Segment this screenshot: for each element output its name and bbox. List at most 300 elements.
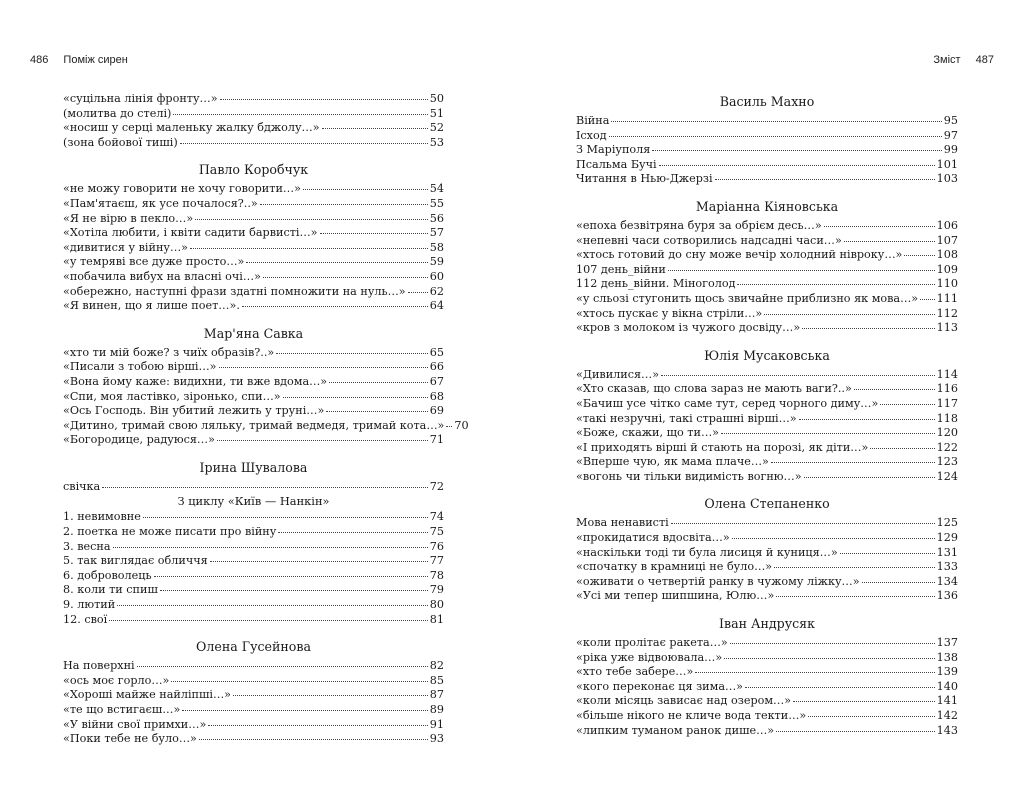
entry-title: «Хто сказав, що слова зараз не мають ваги?..» [576,382,852,396]
toc-entry [576,307,958,322]
entry-title: «кров з молоком із чужого досвіду…» [576,321,801,335]
entry-title: «Спи, моя ластівко, зіронько, спи…» [63,389,281,403]
entry-page-number: 75 [429,525,444,539]
toc-entry [576,651,958,666]
entry-page-number: 133 [936,560,958,574]
toc-entry [63,525,444,540]
author-heading: Мар'яна Савка [203,325,304,341]
toc-section [63,92,444,150]
toc-entry [576,292,958,307]
entry-page-number: 111 [936,291,958,305]
entry-title: «Усі ми тепер шипшина, Юлю…» [576,589,775,603]
dot-leader [173,113,427,115]
entry-page-number: 118 [936,411,958,425]
toc-section [63,325,469,448]
toc-entry [576,248,958,263]
entry-title: (молитва до стелі) [63,106,172,120]
dot-leader [661,374,935,376]
entry-page-number: 139 [936,665,958,679]
entry-title: «Я не вірю в пекло…» [63,211,194,225]
dot-leader [326,410,427,412]
entry-title: Ісход [576,128,607,142]
entry-title: На поверхні [63,659,135,673]
entry-page-number: 109 [936,262,958,276]
dot-leader [732,537,935,539]
entry-page-number: 72 [429,479,444,493]
toc-entry [63,182,444,197]
toc-entry [63,107,444,122]
dot-leader [117,604,428,606]
dot-leader [764,313,934,315]
toc-entry [576,546,958,561]
toc-entry [63,510,444,525]
dot-leader [154,575,428,577]
dot-leader [854,388,935,390]
entry-title: свічка [63,479,101,493]
dot-leader [659,164,935,166]
toc-entry [63,92,444,107]
toc-entry [63,583,444,598]
entry-title: «коли пролітає ракета…» [576,636,728,650]
toc-entry [63,404,444,419]
entry-title: «суцільна лінія фронту…» [63,92,218,105]
entry-page-number: 114 [936,367,958,381]
dot-leader [137,665,428,667]
left-running-title: Поміж сирен [63,54,128,66]
dot-leader [109,619,428,621]
entry-title: «наскільки тоді ти була лисиця й куниця…» [576,545,838,559]
entry-title: З Маріуполя [576,143,651,157]
dot-leader [721,432,935,434]
dot-leader [804,476,935,478]
toc-entry [63,418,469,434]
entry-title: «Хороші майже найліпші…» [63,688,232,702]
entry-page-number: 117 [936,396,958,410]
toc-entry [63,569,444,584]
entry-page-number: 51 [429,106,444,120]
toc-entry [576,560,958,575]
right-page-number: 487 [975,54,994,66]
entry-page-number: 101 [936,157,958,171]
entry-title: 5. так виглядає обличчя [63,554,208,568]
entry-title: 112 день_війни. Міноголод [576,277,736,291]
dot-leader [171,680,427,682]
entry-title: «у темряві все дуже просто…» [63,255,245,269]
toc-entry [63,285,444,300]
entry-page-number: 99 [943,143,958,157]
entry-title: 2. поетка не може писати про війну [63,525,277,539]
left-running-head [30,54,128,66]
entry-title: «хтось готовий до сну може вечір холодний нівроку…» [576,248,903,262]
dot-leader [793,700,935,702]
dot-leader [745,686,935,688]
dot-leader [671,522,935,524]
entry-page-number: 129 [936,531,958,545]
entry-page-number: 93 [429,732,444,746]
entry-page-number: 97 [943,128,958,142]
entry-title: «ріка уже відвоювала…» [576,650,723,664]
entry-page-number: 67 [429,374,444,388]
entry-page-number: 66 [429,360,444,374]
cycle-subheading: З циклу «Київ — Нанкін» [177,494,330,509]
entry-page-number: 116 [936,382,958,396]
entry-page-number: 143 [936,723,958,737]
toc-entry [576,694,958,709]
entry-page-number: 54 [429,182,444,196]
left-page-number: 486 [30,54,49,66]
toc-entry [63,226,444,241]
toc-entry [576,470,958,485]
toc-entry [63,718,444,733]
entry-page-number: 136 [936,589,958,603]
entry-title: «прокидатися вдосвіта…» [576,531,730,545]
entry-page-number: 110 [936,277,958,291]
entry-page-number: 71 [429,433,444,447]
dot-leader [715,178,935,180]
toc-entry [63,375,444,390]
entry-title: 8. коли ти спиш [63,583,158,597]
toc-entry [63,598,444,613]
toc-entry [576,665,958,680]
entry-page-number: 53 [429,135,444,149]
entry-title: «кого переконає ця зима…» [576,679,744,693]
entry-page-number: 74 [429,510,444,524]
dot-leader [446,425,452,427]
toc-entry [576,412,958,427]
entry-page-number: 56 [429,211,444,225]
entry-page-number: 55 [429,196,444,210]
dot-leader [182,709,427,711]
entry-page-number: 87 [429,688,444,702]
entry-page-number: 131 [936,545,958,559]
entry-title: «Вперше чую, як мама плаче…» [576,455,769,469]
entry-title: «оживати о четвертій ранку в чужому ліжку…» [576,574,860,588]
entry-title: Читання в Нью-Джерзі [576,172,713,186]
entry-title: «у сльозі стугонить щось звичайне приблизно як мова…» [576,291,919,305]
entry-page-number: 60 [429,269,444,283]
entry-page-number: 91 [429,717,444,731]
dot-leader [730,642,935,644]
entry-title: «липким туманом ранок дише…» [576,723,775,737]
entry-title: «Ось Господь. Він убитий лежить у труні…» [63,404,325,418]
dot-leader [880,403,934,405]
toc-entry [576,263,958,278]
dot-leader [844,240,935,242]
entry-title: «Хотіла любити, і квіти садити барвисті…» [63,226,318,240]
dot-leader [799,418,935,420]
entry-page-number: 123 [936,455,958,469]
entry-page-number: 64 [429,299,444,313]
dot-leader [802,327,934,329]
toc-entry [63,674,444,689]
entry-title: «спочатку в крамниці не було…» [576,560,773,574]
dot-leader [102,486,428,488]
toc-entry [63,346,444,361]
entry-title: «Поки тебе не було…» [63,732,197,746]
dot-leader [408,291,428,293]
entry-title: «І приходять вірші й стають на порозі, як діти…» [576,440,869,454]
entry-title: «хто тебе забере…» [576,665,694,679]
entry-page-number: 76 [429,539,444,553]
dot-leader [246,261,427,263]
toc-entry [63,703,444,718]
toc-entry [63,136,444,151]
entry-title: «Дивилися…» [576,367,660,381]
dot-leader [219,366,428,368]
entry-page-number: 142 [936,709,958,722]
entry-page-number: 82 [429,659,444,673]
toc-entry [63,255,444,270]
entry-title: 3. весна [63,539,111,553]
toc-entry [63,299,444,314]
dot-leader [870,447,934,449]
entry-page-number: 106 [936,218,958,232]
dot-leader [113,546,428,548]
entry-page-number: 113 [936,321,958,335]
entry-page-number: 138 [936,650,958,664]
entry-title: «те що встигаєш…» [63,703,181,716]
left-page-contents [63,92,469,759]
dot-leader [210,560,428,562]
entry-page-number: 68 [429,389,444,403]
toc-entry [63,688,444,703]
entry-title: «Бачиш усе чітко саме тут, серед чорного диму…» [576,396,879,410]
dot-leader [143,516,428,518]
entry-page-number: 77 [429,554,444,568]
entry-page-number: 95 [943,114,958,127]
entry-page-number: 59 [429,255,444,269]
entry-page-number: 140 [936,679,958,693]
author-heading: Ірина Шувалова [199,459,308,475]
dot-leader [771,461,935,463]
toc-entry [576,426,958,441]
toc-entry [576,158,958,173]
dot-leader [776,595,934,597]
entry-page-number: 58 [429,240,444,254]
entry-page-number: 79 [429,583,444,597]
entry-page-number: 80 [429,598,444,612]
dot-leader [668,269,935,271]
toc-entry [576,234,958,249]
toc-section [576,616,958,738]
entry-title: Мова ненависті [576,516,669,530]
toc-section [576,496,958,604]
entry-title: «непевні часи сотворились надсадні часи…» [576,233,842,247]
entry-title: «Дитино, тримай свою ляльку, тримай ведмедя, тримай кота…» [63,418,445,432]
toc-entry [576,724,958,739]
toc-entry [576,709,958,724]
dot-leader [260,203,428,205]
entry-title: 6. доброволець [63,568,152,582]
right-running-head [933,54,994,66]
toc-entry [63,659,444,674]
toc-section [63,460,444,627]
entry-page-number: 78 [429,568,444,582]
author-heading: Олена Гусейнова [196,639,311,655]
entry-title: «коли місяць зависає над озером…» [576,694,792,708]
toc-entry [63,554,444,569]
entry-page-number: 52 [429,121,444,135]
entry-title: 12. свої [63,612,108,626]
author-heading: Іван Андрусяк [719,616,815,632]
entry-title: «Вона йому каже: видихни, ти вже вдома…» [63,374,328,388]
entry-page-number: 103 [936,172,958,186]
toc-entry [576,531,958,546]
dot-leader [724,657,934,659]
dot-leader [195,218,428,220]
toc-entry [576,382,958,397]
toc-entry [63,121,444,136]
toc-entry [576,575,958,590]
toc-entry [63,732,444,747]
toc-entry [576,455,958,470]
entry-title: «епоха безвітряна буря за обрієм десь…» [576,218,822,232]
dot-leader [329,381,428,383]
entry-title: Війна [576,114,610,127]
dot-leader [233,694,428,696]
toc-entry [576,321,958,336]
toc-entry [576,516,958,531]
toc-entry [63,433,444,448]
entry-title: «більше нікого не кличе вода текти…» [576,709,807,722]
author-heading: Павло Коробчук [198,162,309,178]
dot-leader [242,305,428,307]
toc-entry [576,172,958,187]
dot-leader [263,276,428,278]
dot-leader [220,98,428,100]
entry-title: «носиш у серці маленьку жалку бджолу…» [63,121,320,135]
dot-leader [609,135,942,137]
toc-entry [63,197,444,212]
toc-entry [576,143,958,158]
toc-entry [576,219,958,234]
dot-leader [904,254,934,256]
entry-title: Псальма Бучі [576,157,657,171]
dot-leader [862,581,935,583]
toc-entry [576,129,958,144]
entry-page-number: 141 [936,694,958,708]
entry-title: «побачила вибух на власні очі…» [63,269,261,283]
entry-title: «вогонь чи тільки видимість вогню…» [576,469,802,483]
right-page-contents [576,92,958,750]
dot-leader [824,225,935,227]
entry-page-number: 50 [429,92,444,105]
dot-leader [840,552,935,554]
author-heading: Маріанна Кіяновська [695,198,839,214]
dot-leader [695,671,934,673]
entry-page-number: 85 [429,673,444,687]
dot-leader [276,352,427,354]
toc-entry [63,212,444,227]
toc-section [63,162,444,313]
entry-title: «не можу говорити не хочу говорити…» [63,182,301,196]
toc-section [576,94,958,187]
dot-leader [774,566,935,568]
entry-title: «Я винен, що я лише поет…». [63,299,240,313]
toc-section [576,348,958,485]
entry-page-number: 120 [936,426,958,440]
author-heading: Василь Махно [719,94,815,109]
entry-title: «ось моє горло…» [63,673,170,687]
entry-title: «хтось пускає у вікна стріли…» [576,306,763,320]
toc-section [576,199,958,336]
dot-leader [776,730,935,732]
dot-leader [322,127,428,129]
toc-entry [576,114,958,129]
toc-section [63,639,444,747]
dot-leader [283,396,428,398]
toc-entry [63,241,444,256]
toc-entry [576,368,958,383]
entry-title: «У війни свої примхи…» [63,717,207,731]
entry-title: 9. лютий [63,598,116,612]
toc-entry [576,636,958,651]
entry-page-number: 65 [429,345,444,359]
toc-entry [63,270,444,285]
entry-page-number: 124 [936,469,958,483]
toc-entry [63,613,444,628]
toc-entry [576,397,958,412]
dot-leader [208,724,427,726]
dot-leader [920,298,935,300]
dot-leader [190,247,428,249]
toc-entry [63,360,444,375]
toc-entry [576,277,958,292]
entry-title: 107 день_війни [576,262,666,276]
entry-page-number: 107 [936,233,958,247]
entry-title: (зона бойової тиші) [63,135,178,149]
entry-page-number: 81 [429,612,444,626]
dot-leader [160,589,428,591]
entry-title: «хто ти мій боже? з чиїх образів?..» [63,345,275,359]
entry-title: «Богородице, радуюся…» [63,433,215,447]
dot-leader [180,142,428,144]
entry-title: 1. невимовне [63,510,141,524]
entry-page-number: 57 [429,226,444,240]
dot-leader [199,738,428,740]
entry-title: «такі незручні, такі страшні вірші…» [576,411,797,425]
entry-title: «обережно, наступні фрази здатні помножити на нуль…» [63,284,406,298]
toc-entry [576,680,958,695]
right-running-title: Зміст [933,54,961,66]
author-heading: Олена Степаненко [704,496,830,512]
entry-page-number: 89 [429,703,444,716]
dot-leader [217,439,428,441]
entry-page-number: 62 [429,284,444,298]
dot-leader [652,149,941,151]
dot-leader [303,188,428,190]
toc-entry [576,589,958,604]
entry-title: «Боже, скажи, що ти…» [576,426,719,440]
entry-page-number: 108 [936,248,958,262]
entry-page-number: 137 [936,636,958,650]
entry-page-number: 112 [936,306,958,320]
entry-title: «Пам'ятаєш, як усе почалося?..» [63,196,258,210]
dot-leader [320,232,428,234]
dot-leader [808,715,934,717]
dot-leader [737,283,934,285]
entry-title: «дивитися у війну…» [63,240,189,254]
entry-page-number: 69 [429,404,444,418]
entry-title: «Писали з тобою вірші…» [63,360,217,374]
author-heading: Юлія Мусаковська [704,347,830,363]
toc-entry [63,390,444,405]
dot-leader [611,120,941,122]
entry-page-number: 125 [936,516,958,530]
dot-leader [278,531,427,533]
entry-page-number: 70 [454,418,469,432]
toc-entry [63,480,444,495]
